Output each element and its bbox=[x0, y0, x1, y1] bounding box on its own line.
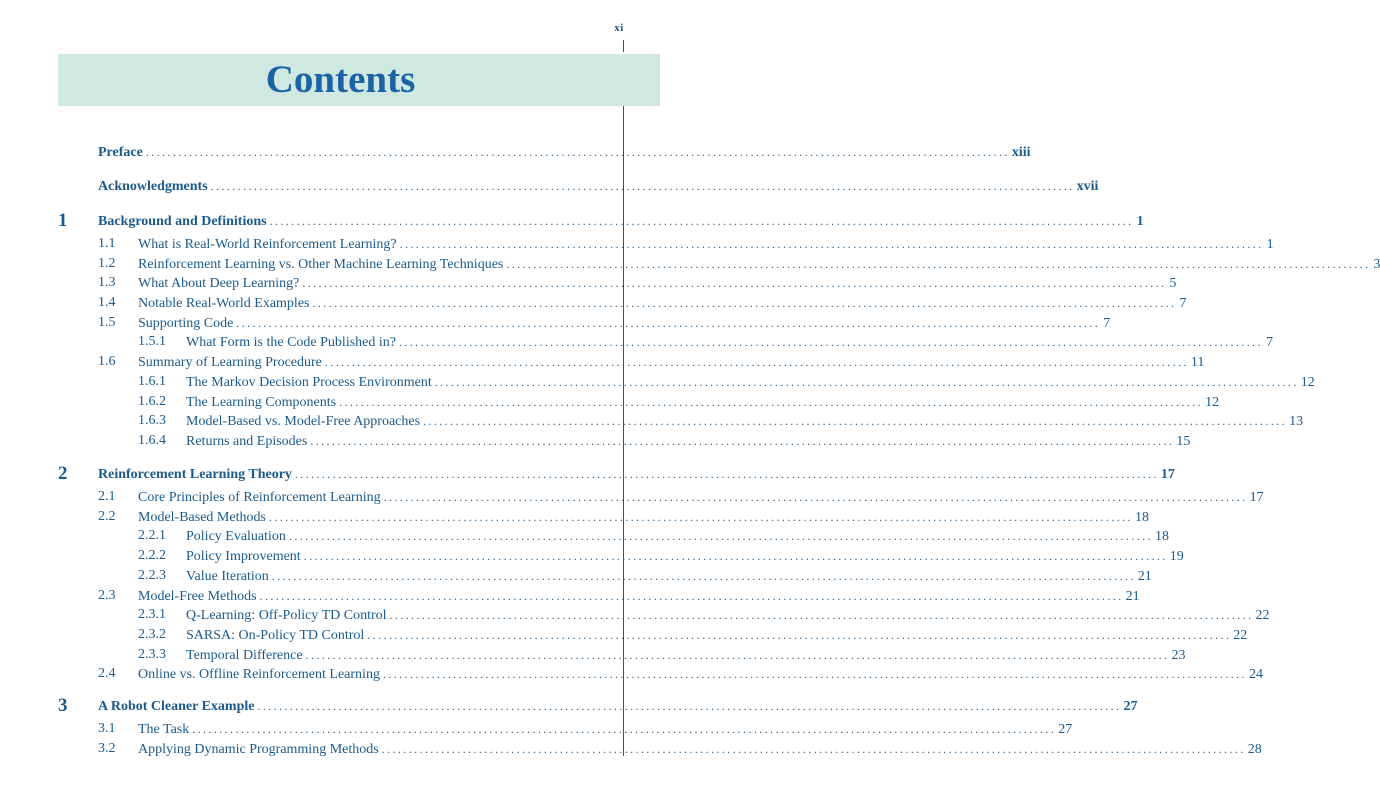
dot-leader: ................................................................................................................................................................ bbox=[339, 395, 1204, 409]
toc-front-matter-entry-page: xiii bbox=[1011, 145, 1031, 160]
dot-leader: ................................................................................................................................................................ bbox=[312, 296, 1177, 310]
toc-subsection-row bbox=[0, 372, 1315, 392]
dot-leader: ................................................................................................................................................................ bbox=[383, 490, 1248, 504]
dot-leader: ................................................................................................................................................................ bbox=[398, 335, 1263, 349]
toc-subsection-entry-label: The Markov Decision Process Environment bbox=[186, 375, 432, 390]
subsection-number: 2.2.1 bbox=[138, 528, 166, 543]
dot-leader: ................................................................................................................................................................ bbox=[324, 355, 1189, 369]
subsection-number: 2.3.1 bbox=[138, 607, 166, 622]
section-number: 2.4 bbox=[98, 666, 116, 681]
section-number: 1.2 bbox=[98, 256, 116, 271]
toc-subsection-entry-page: 12 bbox=[1205, 395, 1220, 410]
toc-subsection-entry-page: 18 bbox=[1154, 529, 1169, 544]
toc-section-entry-page: 21 bbox=[1125, 589, 1140, 604]
toc-section-entry-label: Supporting Code bbox=[138, 316, 234, 331]
toc-chapter-entry-label: Reinforcement Learning Theory bbox=[98, 467, 292, 482]
toc-subsection-entry-page: 19 bbox=[1169, 549, 1184, 564]
toc-subsection-row bbox=[0, 411, 1304, 431]
toc-subsection-entry[interactable] bbox=[186, 566, 1152, 587]
toc-section-entry[interactable] bbox=[138, 273, 1177, 294]
toc-chapter-row bbox=[0, 695, 1138, 716]
toc-section-entry-page: 5 bbox=[1169, 276, 1177, 291]
toc-subsection-entry-page: 7 bbox=[1265, 335, 1273, 350]
subsection-number: 2.3.3 bbox=[138, 647, 166, 662]
subsection-number: 1.6.2 bbox=[138, 394, 166, 409]
toc-section-entry[interactable] bbox=[138, 664, 1263, 685]
toc-section-entry-label: Online vs. Offline Reinforcement Learning bbox=[138, 667, 380, 682]
dot-leader: ................................................................................................................................................................ bbox=[389, 608, 1254, 622]
dot-leader: ................................................................................................................................................................ bbox=[259, 589, 1124, 603]
toc-section-row bbox=[0, 507, 1149, 527]
dot-leader: ................................................................................................................................................................ bbox=[399, 237, 1264, 251]
toc-section-row bbox=[0, 234, 1274, 254]
dot-leader: ................................................................................................................................................................ bbox=[305, 648, 1170, 662]
toc-section-entry-label: The Task bbox=[138, 722, 190, 737]
toc-section-entry[interactable] bbox=[138, 507, 1149, 528]
toc-chapter-row bbox=[0, 463, 1175, 484]
dot-leader: ................................................................................................................................................................ bbox=[288, 529, 1153, 543]
toc-chapter-entry-page: 27 bbox=[1123, 699, 1138, 714]
toc-section-entry-page: 7 bbox=[1103, 316, 1111, 331]
toc-section-entry-page: 1 bbox=[1266, 237, 1274, 252]
chapter-number: 3 bbox=[58, 695, 68, 716]
toc-section-entry-label: Model-Based Methods bbox=[138, 510, 266, 525]
toc-section-entry-label: Model-Free Methods bbox=[138, 589, 257, 604]
toc-section-row bbox=[0, 352, 1205, 372]
toc-section-entry[interactable] bbox=[138, 487, 1264, 508]
toc-subsection-row bbox=[0, 526, 1169, 546]
toc-section-entry[interactable] bbox=[138, 254, 1380, 275]
dot-leader: ................................................................................................................................................................ bbox=[257, 699, 1122, 713]
dot-leader: ................................................................................................................................................................ bbox=[367, 628, 1232, 642]
dot-leader: ................................................................................................................................................................ bbox=[506, 257, 1371, 271]
toc-section-entry-page: 27 bbox=[1058, 722, 1073, 737]
toc-subsection-row bbox=[0, 645, 1186, 665]
toc-subsection-entry-label: Policy Evaluation bbox=[186, 529, 286, 544]
toc-section-entry-label: What About Deep Learning? bbox=[138, 276, 300, 291]
subsection-number: 2.2.3 bbox=[138, 568, 166, 583]
toc-chapter-entry-label: A Robot Cleaner Example bbox=[98, 699, 255, 714]
subsection-number: 1.6.4 bbox=[138, 433, 166, 448]
toc-subsection-row bbox=[0, 605, 1270, 625]
section-number: 1.4 bbox=[98, 295, 116, 310]
toc-subsection-entry[interactable] bbox=[186, 411, 1304, 432]
toc-chapter-entry-label: Background and Definitions bbox=[98, 214, 267, 229]
toc-subsection-entry[interactable] bbox=[186, 625, 1248, 646]
toc-subsection-entry-page: 13 bbox=[1289, 414, 1304, 429]
toc-subsection-entry-label: Policy Improvement bbox=[186, 549, 301, 564]
chapter-number: 2 bbox=[58, 463, 68, 484]
toc-section-entry-page: 17 bbox=[1249, 490, 1264, 505]
toc-chapter-row bbox=[0, 210, 1144, 231]
toc-section-entry-label: Reinforcement Learning vs. Other Machine Learning Techniques bbox=[138, 257, 504, 272]
toc-section-entry-page: 28 bbox=[1247, 742, 1262, 757]
toc-section-row bbox=[0, 487, 1264, 507]
subsection-number: 1.6.3 bbox=[138, 413, 166, 428]
toc-subsection-entry[interactable] bbox=[186, 546, 1184, 567]
toc-section-row bbox=[0, 293, 1187, 313]
toc-front-matter-row bbox=[0, 176, 1099, 196]
dot-leader: ................................................................................................................................................................ bbox=[303, 549, 1168, 563]
dot-leader: ................................................................................................................................................................ bbox=[302, 276, 1167, 290]
dot-leader: ................................................................................................................................................................ bbox=[423, 414, 1288, 428]
toc-chapter-entry[interactable] bbox=[98, 211, 1144, 232]
toc-subsection-entry[interactable] bbox=[186, 372, 1315, 393]
toc-section-row bbox=[0, 586, 1140, 606]
page-number: xi bbox=[614, 22, 624, 34]
dot-leader: ................................................................................................................................................................ bbox=[434, 375, 1299, 389]
dot-leader: ................................................................................................................................................................ bbox=[294, 467, 1159, 481]
toc-subsection-entry-page: 21 bbox=[1137, 569, 1152, 584]
section-number: 2.3 bbox=[98, 588, 116, 603]
toc-subsection-entry-page: 22 bbox=[1233, 628, 1248, 643]
toc-front-matter-entry[interactable] bbox=[98, 176, 1099, 197]
toc-section-entry-label: Core Principles of Reinforcement Learning bbox=[138, 490, 381, 505]
toc-subsection-entry-label: Value Iteration bbox=[186, 569, 269, 584]
toc-section-entry[interactable] bbox=[138, 352, 1205, 373]
toc-section-entry-label: Applying Dynamic Programming Methods bbox=[138, 742, 379, 757]
section-number: 3.1 bbox=[98, 721, 116, 736]
section-number: 2.1 bbox=[98, 489, 116, 504]
page-title: Contents bbox=[265, 58, 416, 101]
toc-front-matter-entry-page: xvii bbox=[1076, 179, 1099, 194]
toc-subsection-entry[interactable] bbox=[186, 431, 1191, 452]
section-number: 1.1 bbox=[98, 236, 116, 251]
dot-leader: ................................................................................................................................................................ bbox=[271, 569, 1136, 583]
toc-chapter-entry-page: 17 bbox=[1160, 467, 1175, 482]
dot-leader: ................................................................................................................................................................ bbox=[381, 742, 1246, 756]
toc-section-row bbox=[0, 739, 1262, 759]
toc-subsection-row bbox=[0, 625, 1248, 645]
toc-front-matter-entry-label: Acknowledgments bbox=[98, 179, 208, 194]
section-number: 1.3 bbox=[98, 275, 116, 290]
toc-section-entry-page: 3 bbox=[1373, 257, 1380, 272]
toc-section-entry-page: 24 bbox=[1248, 667, 1263, 682]
toc-subsection-entry-label: The Learning Components bbox=[186, 395, 337, 410]
toc-section-entry[interactable] bbox=[138, 739, 1262, 760]
toc-subsection-entry[interactable] bbox=[186, 392, 1220, 413]
toc-subsection-row bbox=[0, 546, 1184, 566]
toc-subsection-entry-label: Q-Learning: Off-Policy TD Control bbox=[186, 608, 387, 623]
subsection-number: 1.6.1 bbox=[138, 374, 166, 389]
toc-section-row bbox=[0, 254, 1380, 274]
toc-subsection-entry-page: 15 bbox=[1176, 434, 1191, 449]
toc-subsection-entry[interactable] bbox=[186, 645, 1186, 666]
dot-leader: ................................................................................................................................................................ bbox=[236, 316, 1101, 330]
toc-section-row bbox=[0, 719, 1073, 739]
toc-front-matter-entry[interactable] bbox=[98, 142, 1031, 163]
subsection-number: 2.2.2 bbox=[138, 548, 166, 563]
section-number: 2.2 bbox=[98, 509, 116, 524]
margin-rule-top bbox=[623, 40, 624, 52]
dot-leader: ................................................................................................................................................................ bbox=[268, 510, 1133, 524]
toc-subsection-row bbox=[0, 332, 1273, 352]
toc-front-matter-row bbox=[0, 142, 1031, 162]
toc-section-entry[interactable] bbox=[138, 586, 1140, 607]
toc-chapter-entry[interactable] bbox=[98, 696, 1138, 717]
section-number: 1.5 bbox=[98, 315, 116, 330]
toc-subsection-entry[interactable] bbox=[186, 526, 1169, 547]
dot-leader: ................................................................................................................................................................ bbox=[210, 179, 1075, 193]
toc-subsection-row bbox=[0, 431, 1191, 451]
toc-section-row bbox=[0, 273, 1177, 293]
toc-section-entry[interactable] bbox=[138, 234, 1274, 255]
subsection-number: 2.3.2 bbox=[138, 627, 166, 642]
toc-subsection-entry-page: 12 bbox=[1300, 375, 1315, 390]
toc-section-entry[interactable] bbox=[138, 313, 1111, 334]
toc-subsection-entry[interactable] bbox=[186, 332, 1273, 353]
toc-section-row bbox=[0, 313, 1111, 333]
dot-leader: ................................................................................................................................................................ bbox=[269, 214, 1134, 228]
dot-leader: ................................................................................................................................................................ bbox=[192, 722, 1057, 736]
toc-front-matter-entry-label: Preface bbox=[98, 145, 143, 160]
toc-subsection-entry-label: Model-Based vs. Model-Free Approaches bbox=[186, 414, 421, 429]
dot-leader: ................................................................................................................................................................ bbox=[310, 434, 1175, 448]
dot-leader: ................................................................................................................................................................ bbox=[382, 667, 1247, 681]
toc-chapter-entry-page: 1 bbox=[1136, 214, 1144, 229]
toc-section-entry-page: 11 bbox=[1190, 355, 1205, 370]
chapter-number: 1 bbox=[58, 210, 68, 231]
toc-subsection-entry-label: Returns and Episodes bbox=[186, 434, 308, 449]
toc-section-entry[interactable] bbox=[138, 719, 1073, 740]
toc-subsection-entry-page: 22 bbox=[1255, 608, 1270, 623]
toc-section-entry-label: Notable Real-World Examples bbox=[138, 296, 310, 311]
toc-chapter-entry[interactable] bbox=[98, 464, 1175, 485]
toc-subsection-row bbox=[0, 392, 1220, 412]
title-band bbox=[58, 54, 660, 106]
dot-leader: ................................................................................................................................................................ bbox=[145, 145, 1010, 159]
subsection-number: 1.5.1 bbox=[138, 334, 166, 349]
toc-section-entry-label: Summary of Learning Procedure bbox=[138, 355, 322, 370]
toc-subsection-entry-label: What Form is the Code Published in? bbox=[186, 335, 396, 350]
toc-section-entry-page: 18 bbox=[1134, 510, 1149, 525]
toc-subsection-entry-page: 23 bbox=[1171, 648, 1186, 663]
toc-section-entry-page: 7 bbox=[1179, 296, 1187, 311]
toc-section-entry-label: What is Real-World Reinforcement Learning? bbox=[138, 237, 397, 252]
toc-subsection-row bbox=[0, 566, 1152, 586]
toc-subsection-entry-label: Temporal Difference bbox=[186, 648, 303, 663]
section-number: 3.2 bbox=[98, 741, 116, 756]
section-number: 1.6 bbox=[98, 354, 116, 369]
toc-section-row bbox=[0, 664, 1263, 684]
toc-subsection-entry[interactable] bbox=[186, 605, 1270, 626]
toc-subsection-entry-label: SARSA: On-Policy TD Control bbox=[186, 628, 365, 643]
toc-section-entry[interactable] bbox=[138, 293, 1187, 314]
